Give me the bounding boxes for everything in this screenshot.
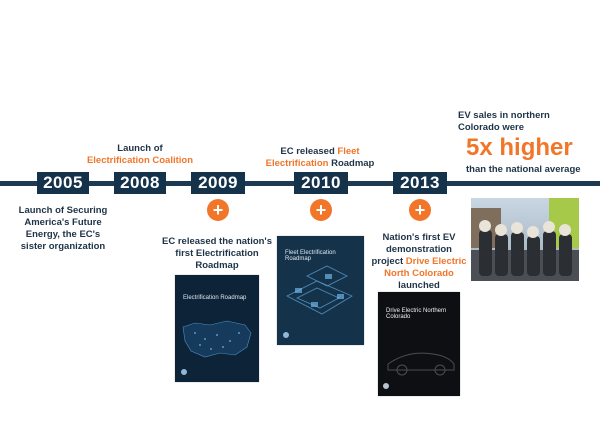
event-2013-highlight: Drive Electric North Colorado	[384, 256, 467, 279]
event-2009-text: EC released the nation's first Electrification Roadmap	[162, 236, 272, 271]
cover-2013-title: Drive Electric Northern Colorado	[386, 308, 447, 320]
event-2010-suffix: Roadmap	[328, 158, 375, 169]
cover-electrification-roadmap	[175, 275, 259, 382]
event-2010-highlight: Fleet Electrification	[265, 146, 360, 169]
year-2010: 2010	[294, 172, 348, 194]
stat-line3: than the national average	[466, 164, 581, 175]
event-2008-line1: Launch of	[117, 143, 163, 154]
plus-icon: +	[207, 199, 229, 221]
cover-2013-art	[378, 292, 460, 396]
event-2005-text: Launch of Securing America's Future Energy, the EC's sister organization	[18, 205, 108, 252]
year-2005: 2005	[37, 172, 89, 194]
event-2010-prefix: EC released	[280, 146, 338, 157]
event-2013-line1: Nation's first EV demonstration project	[371, 232, 456, 267]
plus-icon: +	[310, 199, 332, 221]
year-2009: 2009	[191, 172, 245, 194]
cover-drive-electric	[378, 292, 460, 396]
cover-2009-title: Electrification Roadmap	[183, 295, 247, 301]
cover-2009-art	[175, 275, 259, 382]
event-2008-text	[78, 143, 202, 167]
team-photo	[471, 198, 579, 281]
stat-value: 5x higher	[466, 134, 573, 161]
cover-2010-art	[277, 236, 364, 345]
event-2010-text	[260, 146, 380, 170]
cover-fleet-roadmap	[277, 236, 364, 345]
year-2008: 2008	[114, 172, 166, 194]
event-2008-highlight: Electrification Coalition	[86, 155, 194, 166]
event-2013-text	[370, 232, 468, 292]
plus-icon: +	[409, 199, 431, 221]
event-2013-suffix: launched	[398, 280, 440, 291]
cover-2010-title: Fleet Electrification Roadmap	[285, 250, 336, 262]
team-photo-image	[471, 198, 579, 281]
stat-line1: EV sales in northern Colorado were	[458, 110, 550, 133]
year-2013: 2013	[393, 172, 447, 194]
